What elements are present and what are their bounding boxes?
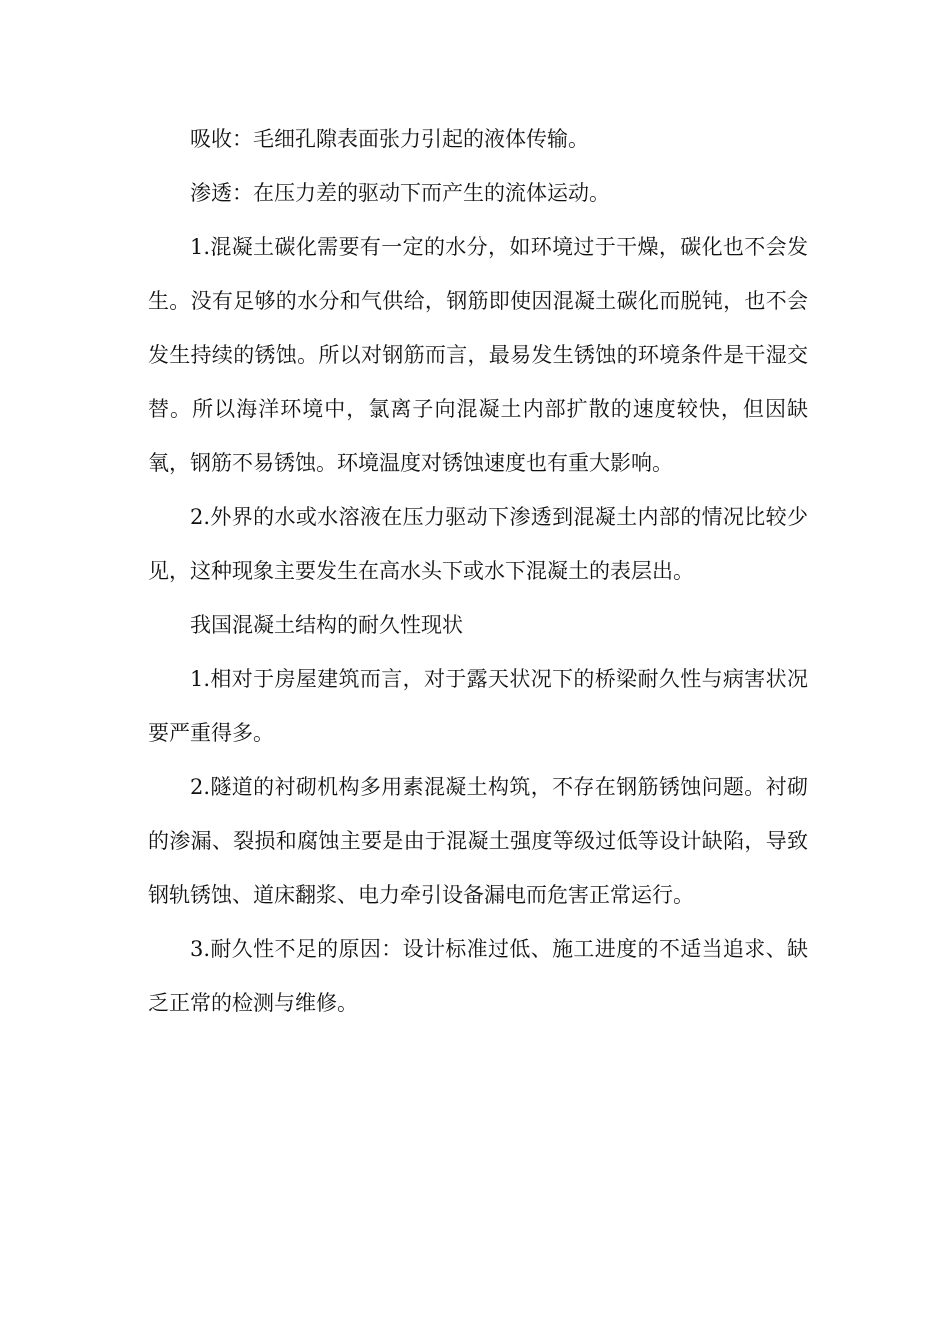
paragraph-carbonation: 1.混凝土碳化需要有一定的水分，如环境过于干燥，碳化也不会发生。没有足够的水分和气供给，钢筋即使因混凝土碳化而脱钝，也不会发生持续的锈蚀。所以对钢筋而言，最易发生锈蚀的环境条件是干湿交替。所以海洋环境中，氯离子向混凝土内部扩散的速度较快，但因缺氧，钢筋不易锈蚀。环境温度对锈蚀速度也有重大影响。: [148, 235, 808, 475]
paragraph-bridges: 1.相对于房屋建筑而言，对于露天状况下的桥梁耐久性与病害状况要严重得多。: [148, 667, 808, 745]
paragraph-external-water: 2.外界的水或水溶液在压力驱动下渗透到混凝土内部的情况比较少见，这种现象主要发生在高水头下或水下混凝土的表层出。: [148, 505, 808, 583]
paragraph-causes: 3.耐久性不足的原因：设计标准过低、施工进度的不适当追求、缺乏正常的检测与维修。: [148, 937, 808, 1015]
paragraph-absorption: 吸收：毛细孔隙表面张力引起的液体传输。: [190, 127, 589, 151]
section-heading-durability-status: 我国混凝土结构的耐久性现状: [190, 613, 463, 637]
paragraph-tunnels: 2.隧道的衬砌机构多用素混凝土构筑，不存在钢筋锈蚀问题。衬砌的渗漏、裂损和腐蚀主要是由于混凝土强度等级过低等设计缺陷，导致钢轨锈蚀、道床翻浆、电力牵引设备漏电而危害正常运行。: [148, 775, 808, 907]
paragraph-permeation: 渗透：在压力差的驱动下而产生的流体运动。: [190, 181, 610, 205]
document-body: [148, 112, 808, 1030]
